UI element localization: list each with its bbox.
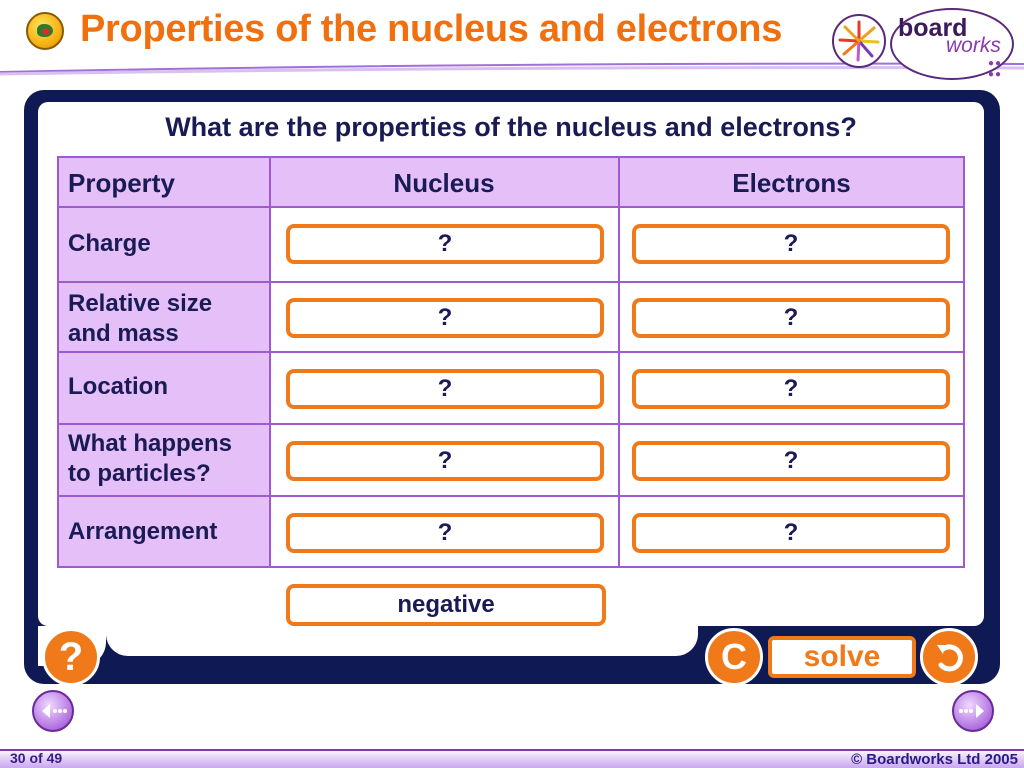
drop-target-charge-nucleus[interactable]: ? xyxy=(286,224,604,264)
row-divider xyxy=(59,351,963,353)
logo-dots: ●● ●● xyxy=(988,58,1003,80)
row-divider xyxy=(59,423,963,425)
row-label-size-mass xyxy=(68,289,212,349)
boardworks-star-logo-icon xyxy=(832,14,886,68)
drop-target-size-electrons[interactable]: ? xyxy=(632,298,950,338)
page-title: Properties of the nucleus and electrons xyxy=(80,8,783,50)
row-label-line: Relative size xyxy=(68,290,213,317)
undo-button[interactable] xyxy=(920,628,978,686)
row-label-charge xyxy=(68,229,151,259)
row-label-line: and mass xyxy=(68,320,179,347)
drop-target-arrangement-nucleus[interactable]: ? xyxy=(286,513,604,553)
topic-icon xyxy=(26,12,64,50)
column-divider xyxy=(269,158,271,566)
reset-label: C xyxy=(721,636,747,677)
row-label-arrangement xyxy=(68,517,217,547)
panel-bottom-tab xyxy=(106,626,698,656)
column-header-electrons: Electrons xyxy=(732,168,851,198)
drop-target-location-nucleus[interactable]: ? xyxy=(286,369,604,409)
next-slide-button[interactable] xyxy=(952,690,994,732)
undo-icon xyxy=(931,639,967,675)
page-number: 30 of 49 xyxy=(10,750,63,766)
help-label: ? xyxy=(58,634,84,679)
drop-target-charge-electrons[interactable]: ? xyxy=(632,224,950,264)
back-arrow-icon xyxy=(34,692,72,730)
row-label-line: to particles? xyxy=(68,460,211,487)
drop-target-location-electrons[interactable]: ? xyxy=(632,369,950,409)
help-button[interactable] xyxy=(42,628,100,686)
row-label-particles xyxy=(68,429,232,489)
logo-text-board: board xyxy=(898,14,968,42)
row-label-location xyxy=(68,372,168,402)
column-divider xyxy=(618,158,620,566)
forward-arrow-icon xyxy=(954,692,992,730)
row-label-line: Charge xyxy=(68,230,151,257)
column-header-property: Property xyxy=(68,168,175,198)
row-label-line: Arrangement xyxy=(68,518,218,545)
drop-target-particles-nucleus[interactable]: ? xyxy=(286,441,604,481)
row-label-line: Location xyxy=(68,373,168,400)
copyright-text: © Boardworks Ltd 2005 xyxy=(851,751,1018,768)
row-label-line: What happens xyxy=(68,430,233,457)
row-divider xyxy=(59,495,963,497)
reset-button[interactable] xyxy=(705,628,763,686)
logo-text-works: works xyxy=(946,34,1001,57)
row-divider xyxy=(59,206,963,208)
drop-target-size-nucleus[interactable]: ? xyxy=(286,298,604,338)
draggable-answer-card[interactable]: negative xyxy=(286,584,606,626)
column-header-nucleus: Nucleus xyxy=(393,168,495,198)
question-heading: What are the properties of the nucleus and electrons? xyxy=(165,112,857,142)
row-divider xyxy=(59,281,963,283)
previous-slide-button[interactable] xyxy=(32,690,74,732)
drop-target-arrangement-electrons[interactable]: ? xyxy=(632,513,950,553)
drop-target-particles-electrons[interactable]: ? xyxy=(632,441,950,481)
solve-button[interactable]: solve xyxy=(768,636,916,678)
